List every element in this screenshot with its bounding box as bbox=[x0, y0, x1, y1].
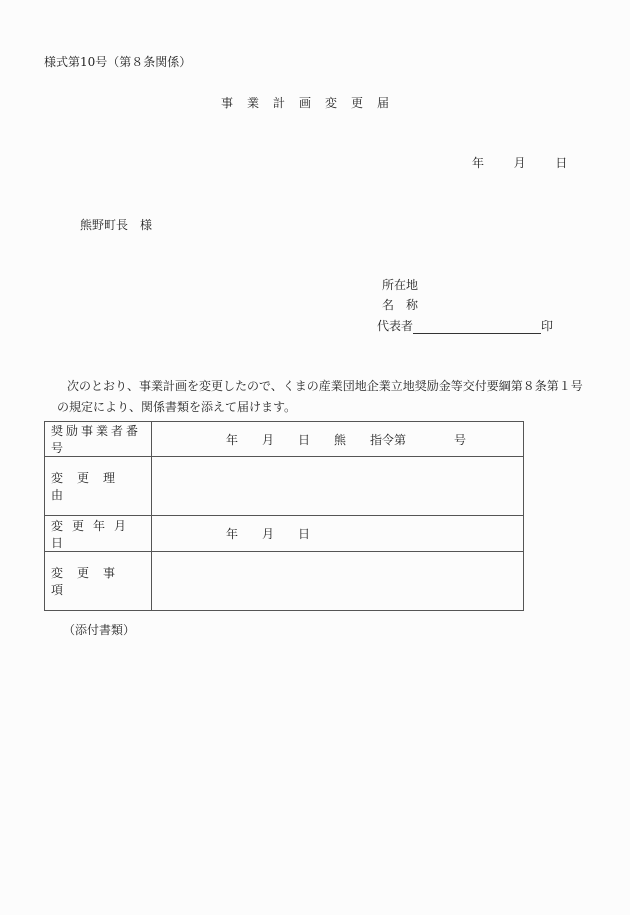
submission-date bbox=[472, 154, 567, 171]
row-label-change-reason: 変更理由 bbox=[45, 457, 152, 516]
change-date-value[interactable]: 年 月 日 bbox=[152, 516, 524, 552]
addressee: 熊野町長 様 bbox=[80, 218, 153, 232]
row-label-change-items: 変更事項 bbox=[45, 552, 152, 611]
date-month: 月 bbox=[513, 156, 526, 170]
seal-label: 印 bbox=[541, 319, 554, 333]
representative-row bbox=[377, 317, 553, 334]
name-label: 名 称 bbox=[382, 298, 419, 312]
attachments-label: （添付書類） bbox=[63, 623, 136, 637]
address-label: 所在地 bbox=[382, 278, 419, 292]
representative-signature-line[interactable] bbox=[413, 321, 541, 334]
body-text-line-1: 次のとおり、事業計画を変更したので、くまの産業団地企業立地奨励金等交付要綱第８条第１号 bbox=[67, 379, 583, 393]
date-year: 年 bbox=[472, 156, 485, 170]
table-row bbox=[45, 516, 524, 552]
document-title: 事業計画変更届 bbox=[221, 96, 404, 110]
business-number-value[interactable]: 年 月 日 熊 指令第 号 bbox=[152, 422, 524, 457]
form-number: 様式第10号（第８条関係） bbox=[44, 55, 192, 69]
change-items-value[interactable] bbox=[152, 552, 524, 611]
representative-label: 代表者 bbox=[377, 319, 414, 333]
row-label-business-number: 奨励事業者番号 bbox=[45, 422, 152, 457]
table-row bbox=[45, 457, 524, 516]
table-row bbox=[45, 552, 524, 611]
date-day: 日 bbox=[555, 156, 568, 170]
change-reason-value[interactable] bbox=[152, 457, 524, 516]
row-label-change-date: 変更年月日 bbox=[45, 516, 152, 552]
table-row bbox=[45, 422, 524, 457]
change-details-table bbox=[44, 421, 524, 611]
body-text-line-2: の規定により、関係書類を添えて届けます。 bbox=[57, 400, 297, 414]
